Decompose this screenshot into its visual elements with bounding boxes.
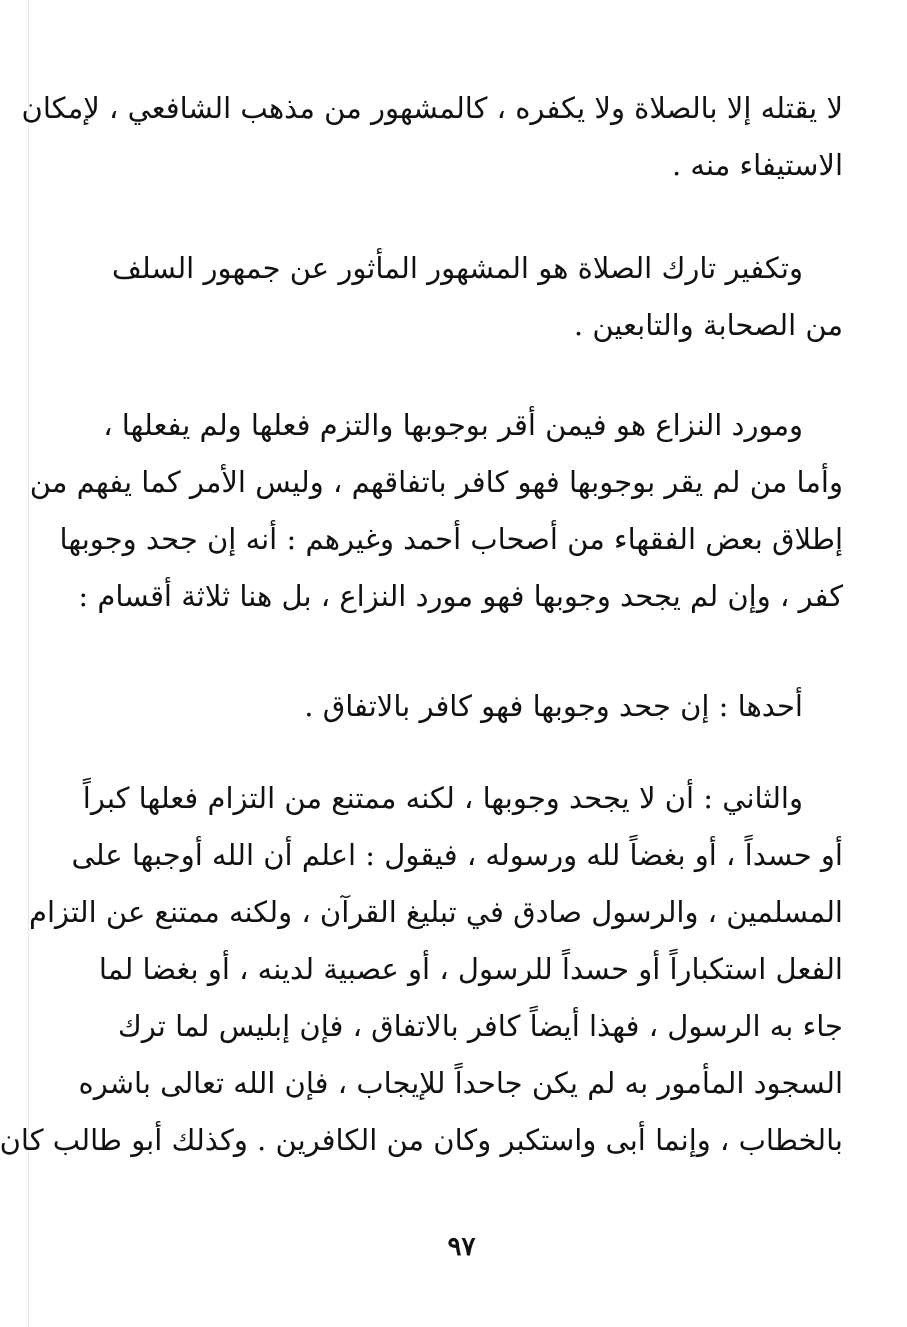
text-line: لا يقتله إلا بالصلاة ولا يكفره ، كالمشهور من مذهب الشافعي ، لإمكان <box>21 91 843 125</box>
text-line: كفر ، وإن لم يجحد وجوبها فهو مورد النزاع ، بل هنا ثلاثة أقسام : <box>78 579 843 613</box>
text-line: أو حسداً ، أو بغضاً لله ورسوله ، فيقول : اعلم أن الله أوجبها على <box>71 838 843 872</box>
page-number: ٩٧ <box>447 1232 476 1262</box>
paragraph-4 <box>121 678 843 735</box>
text-line: بالخطاب ، وإنما أبى واستكبر وكان من الكافرين . وكذلك أبو طالب كان <box>0 1123 843 1157</box>
text-line: وأما من لم يقر بوجوبها فهو كافر باتفاقهم ، وليس الأمر كما يفهم من <box>29 465 843 499</box>
text-line: الاستيفاء منه . <box>671 148 843 182</box>
paragraph-1 <box>21 80 843 194</box>
paragraph-3 <box>29 397 843 625</box>
text-line: جاء به الرسول ، فهذا أيضاً كافر بالاتفاق ، فإن إبليس لما ترك <box>117 1009 843 1043</box>
text-line: السجود المأمور به لم يكن جاحداً للإيجاب ، فإن الله تعالى باشره <box>78 1066 843 1100</box>
text-line: الفعل استكباراً أو حسداً للرسول ، أو عصبية لدينه ، أو بغضا لما <box>98 952 843 986</box>
text-line: وتكفير تارك الصلاة هو المشهور المأثور عن جمهور السلف <box>111 251 803 285</box>
text-line: إطلاق بعض الفقهاء من أصحاب أحمد وغيرهم : أنه إن جحد وجوبها <box>59 522 843 556</box>
text-line: من الصحابة والتابعين . <box>573 308 843 342</box>
text-line: المسلمين ، والرسول صادق في تبليغ القرآن ، ولكنه ممتنع عن التزام <box>29 895 843 929</box>
paragraph-2 <box>111 240 843 354</box>
paragraph-5 <box>0 770 843 1169</box>
text-line: ومورد النزاع هو فيمن أقر بوجوبها والتزم فعلها ولم يفعلها ، <box>103 408 803 442</box>
text-line: أحدها : إن جحد وجوبها فهو كافر بالاتفاق . <box>304 689 803 723</box>
text-line: والثاني : أن لا يجحد وجوبها ، لكنه ممتنع من التزام فعلها كبراً <box>82 781 803 815</box>
